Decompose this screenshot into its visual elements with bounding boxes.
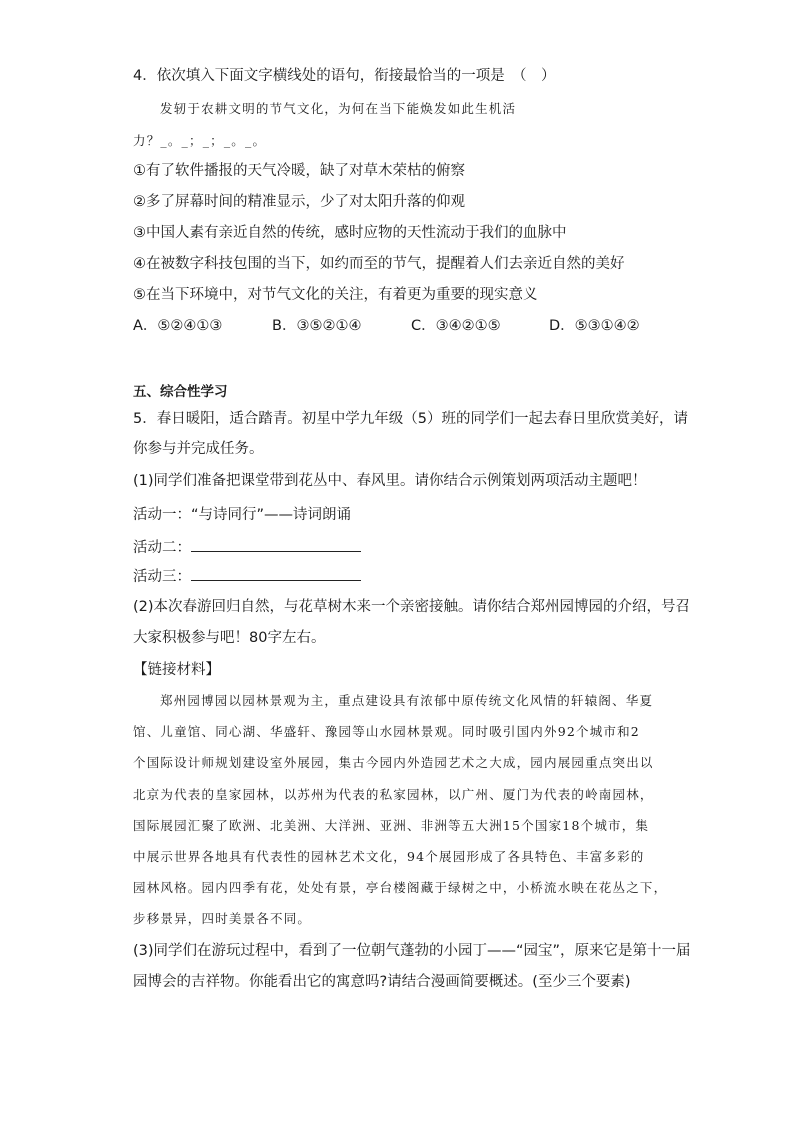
- q5-part2-line1: (2)本次春游回归自然，与花草树木来一个亲密接触。请你结合郑州园博园的介绍，号召: [133, 599, 691, 615]
- activity-3: [133, 566, 361, 587]
- q5-part3-line1: (3)同学们在游玩过程中，看到了一位朝气蓬勃的小园丁——“园宝”，原来它是第十一届: [133, 943, 691, 959]
- q4-passage-line1: 发轫于农耕文明的节气文化，为何在当下能焕发如此生机活: [160, 101, 517, 116]
- material-line-3: 个国际设计师规划建设室外展园，集古今园内外造园艺术之大成，园内展园重点突出以: [133, 755, 654, 770]
- q4-statement-4: ④在被数字科技包围的当下，如约而至的节气，提醒着人们去亲近自然的美好: [133, 256, 625, 272]
- section-heading: 五、综合性学习: [133, 384, 228, 400]
- q5-intro-line2: 你参与并完成任务。: [133, 441, 264, 457]
- q4-option-c: C．③④②①⑤: [411, 318, 501, 334]
- activity-1: 活动一：“与诗同行”——诗词朗诵: [133, 507, 352, 523]
- q4-option-d: D．⑤③①④②: [549, 318, 640, 334]
- material-line-1: 郑州园博园以园林景观为主，重点建设具有浓郁中原传统文化风情的轩辕阁、华夏: [160, 693, 654, 708]
- material-line-7: 园林风格。园内四季有花，处处有景，亭台楼阁藏于绿树之中，小桥流水映在花丛之下，: [133, 880, 668, 895]
- q5-part3-line2: 园博会的吉祥物。你能看出它的寓意吗?请结合漫画简要概述。(至少三个要素): [133, 974, 631, 990]
- activity-3-blank[interactable]: [191, 566, 361, 581]
- activity-2-label: 活动二：: [133, 540, 191, 556]
- material-line-4: 北京为代表的皇家园林，以苏州为代表的私家园林，以广州、厦门为代表的岭南园林，: [133, 787, 654, 802]
- q4-passage-line2: 力？_。_；_；_。_。: [133, 133, 267, 148]
- link-material-heading: 【链接材料】: [133, 662, 220, 678]
- activity-2-blank[interactable]: [191, 537, 361, 552]
- material-line-6: 中展示世界各地具有代表性的园林艺术文化，94个展园形成了各具特色、丰富多彩的: [133, 849, 645, 864]
- q4-statement-5: ⑤在当下环境中，对节气文化的关注，有着更为重要的现实意义: [133, 287, 538, 303]
- q5-part2-line2: 大家积极参与吧！80字左右。: [133, 630, 326, 646]
- activity-2: [133, 537, 361, 558]
- q4-statement-2: ②多了屏幕时间的精准显示，少了对太阳升落的仰观: [133, 194, 465, 210]
- q4-statement-3: ③中国人素有亲近自然的传统，感时应物的天性流动于我们的血脉中: [133, 225, 567, 241]
- q4-stem: 4．依次填入下面文字横线处的语句，衔接最恰当的一项是 （ ）: [133, 68, 556, 84]
- q4-statement-1: ①有了软件播报的天气冷暖，缺了对草木荣枯的俯察: [133, 163, 465, 179]
- q4-option-b: B．③⑤②①④: [272, 318, 362, 334]
- material-line-5: 国际展园汇聚了欧洲、北美洲、大洋洲、亚洲、非洲等五大洲15个国家18个城市，集: [133, 818, 650, 833]
- material-line-8: 步移景异，四时美景各不同。: [133, 911, 312, 926]
- q4-option-a: A．⑤②④①③: [133, 318, 223, 334]
- q5-part1: (1)同学们准备把课堂带到花丛中、春风里。请你结合示例策划两项活动主题吧！: [133, 473, 647, 489]
- material-line-2: 馆、儿童馆、同心湖、华盛轩、豫园等山水园林景观。同时吸引国内外92个城市和2: [133, 724, 640, 739]
- activity-3-label: 活动三：: [133, 569, 191, 585]
- q5-intro-line1: 5．春日暖阳，适合踏青。初星中学九年级（5）班的同学们一起去春日里欣赏美好，请: [133, 411, 688, 427]
